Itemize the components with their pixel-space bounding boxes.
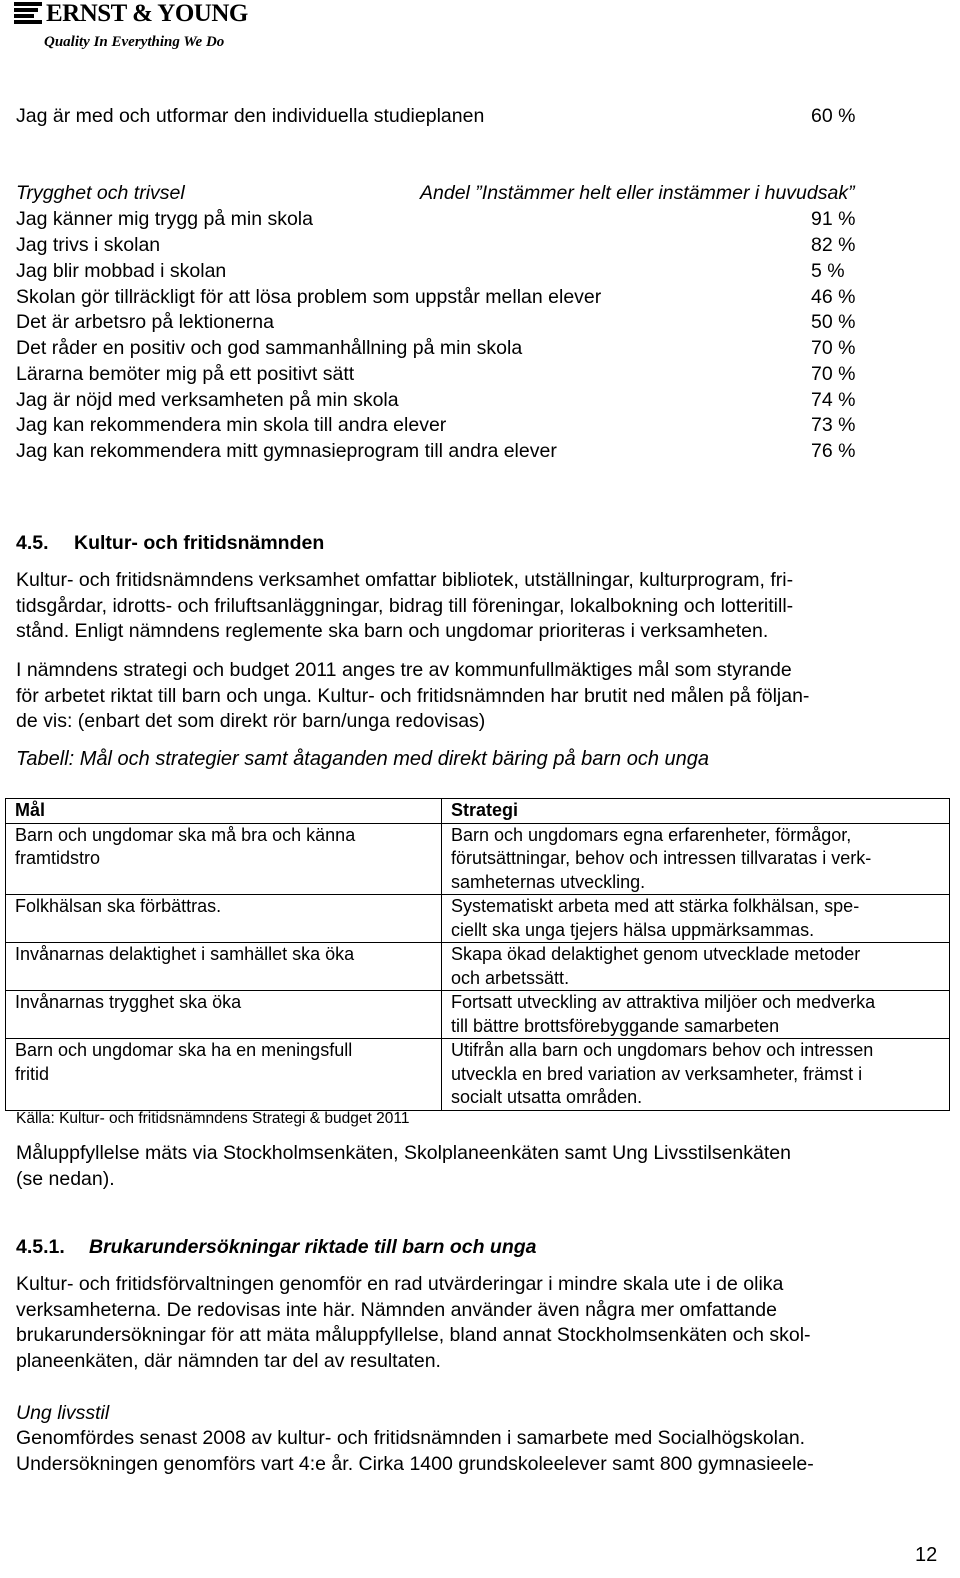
strategy-cell [442, 823, 950, 895]
stat-value: 82 % [811, 234, 856, 256]
table-header-row [6, 799, 950, 824]
goal-cell [6, 895, 442, 943]
stat-row [16, 387, 916, 413]
subsection-title: Brukarundersökningar riktade till barn och unga [89, 1236, 537, 1258]
cell-line: socialt utsatta områden. [451, 1087, 643, 1107]
cell-line: Utifrån alla barn och ungdomars behov och intressen [451, 1040, 874, 1060]
paragraph-line: stånd. Enligt nämndens reglemente ska barn och ungdomar prioriteras i verksamheten. [16, 620, 769, 643]
stat-row [16, 258, 916, 284]
table-row [6, 943, 950, 991]
stat-value: 60 % [811, 105, 856, 127]
paragraph [16, 1272, 811, 1375]
cell-line: Invånarnas trygghet ska öka [15, 992, 242, 1012]
strategy-cell [442, 895, 950, 943]
stat-label: Jag känner mig trygg på min skola [16, 208, 313, 230]
safety-title: Trygghet och trivsel [16, 182, 185, 204]
company-logo [14, 2, 259, 52]
stat-label: Jag kan rekommendera mitt gymnasieprogram till andra elever [16, 440, 557, 462]
paragraph-line: Undersökningen genomförs vart 4:e år. Cirka 1400 grundskoleelever samt 800 gymnasieele- [16, 1452, 814, 1475]
cell-line: Folkhälsan ska förbättras. [15, 896, 222, 916]
cell-line: Barn och ungdomars egna erfarenheter, förmågor, [451, 824, 852, 845]
goal-cell [6, 991, 442, 1039]
table-row [6, 895, 950, 943]
paragraph-line: Måluppfyllelse mäts via Stockholmsenkäten, Skolplaneenkäten samt Ung Livsstilsenkäten [16, 1142, 791, 1164]
cell-line: fritid [15, 1063, 50, 1084]
stat-label: Jag trivs i skolan [16, 234, 161, 256]
table-caption: Tabell: Mål och strategier samt åtaganden med direkt bäring på barn och unga [16, 748, 710, 770]
column-header: Mål [6, 799, 442, 824]
stat-value: 70 % [811, 363, 856, 385]
cell-line: förutsättningar, behov och intressen tillvaratas i verk- [451, 848, 872, 868]
cell-line: utveckla en bred variation av verksamheter, främst i [451, 1063, 863, 1084]
cell-line: och arbetssätt. [451, 967, 570, 988]
paragraph-line: (se nedan). [16, 1167, 115, 1190]
stat-row [16, 361, 916, 387]
cell-line: samheternas utveckling. [451, 871, 646, 892]
paragraph-line: planeenkäten, där nämnden tar del av resultaten. [16, 1350, 441, 1373]
table-source: Källa: Kultur- och fritidsnämndens Strategi & budget 2011 [16, 1110, 410, 1127]
paragraph [16, 1426, 814, 1477]
stat-label: Lärarna bemöter mig på ett positivt sätt [16, 363, 355, 385]
goal-cell [6, 1039, 442, 1111]
stat-label: Jag blir mobbad i skolan [16, 260, 227, 282]
stat-row [16, 309, 916, 335]
paragraph-line: I nämndens strategi och budget 2011 anges tre av kommunfullmäktiges mål som styrande [16, 659, 792, 681]
cell-line: Barn och ungdomar ska ha en meningsfull [15, 1040, 353, 1060]
goal-cell [6, 823, 442, 895]
stat-value: 91 % [811, 208, 856, 230]
column-header: Strategi [442, 799, 950, 824]
cell-line: ciellt ska unga tjejers hälsa uppmärksammas. [451, 919, 815, 940]
paragraph-line: brukarundersökningar för att mäta måluppfyllelse, bland annat Stockholmsenkäten och skol- [16, 1324, 811, 1347]
table-row [6, 991, 950, 1039]
subsection-number: 4.5.1. [16, 1236, 65, 1258]
safety-column-header: Andel ”Instämmer helt eller instämmer i huvudsak” [420, 182, 855, 204]
paragraph-line: Kultur- och fritidsnämndens verksamhet omfattar bibliotek, utställningar, kulturprogram, fri- [16, 569, 794, 591]
logo-tagline: Quality In Everything We Do [44, 34, 225, 50]
stat-label: Jag är med och utformar den individuella studieplanen [16, 105, 485, 127]
stat-value: 76 % [811, 440, 856, 462]
stat-label: Det är arbetsro på lektionerna [16, 311, 274, 333]
stat-label: Jag kan rekommendera min skola till andra elever [16, 414, 447, 436]
goals-table [5, 798, 950, 1111]
stat-value: 46 % [811, 286, 856, 308]
table-row [6, 1039, 950, 1111]
stat-row [16, 335, 916, 361]
stat-row [16, 103, 916, 129]
strategy-cell [442, 1039, 950, 1111]
paragraph-line: Genomfördes senast 2008 av kultur- och fritidsnämnden i samarbete med Socialhögskolan. [16, 1427, 806, 1449]
strategy-cell [442, 991, 950, 1039]
cell-line: Skapa ökad delaktighet genom utvecklade metoder [451, 944, 861, 964]
paragraph-line: för arbetet riktat till barn och unga. Kultur- och fritidsnämnden har brutit ned målen på följan- [16, 684, 810, 707]
paragraph-line: tidsgårdar, idrotts- och friluftsanläggningar, bidrag till föreningar, lokalbokning och lotteritill- [16, 594, 794, 617]
stat-row [16, 206, 916, 232]
section-number: 4.5. [16, 532, 49, 554]
stat-row [16, 232, 916, 258]
cell-line: framtidstro [15, 848, 101, 868]
stat-row [16, 438, 916, 464]
stat-value: 74 % [811, 389, 856, 411]
paragraph [16, 568, 793, 645]
table-row [6, 823, 950, 895]
cell-line: till bättre brottsförebyggande samarbeten [451, 1015, 780, 1036]
logo-mark-icon [14, 2, 42, 24]
cell-line: Invånarnas delaktighet i samhället ska öka [15, 944, 355, 964]
stat-label: Det råder en positiv och god sammanhållning på min skola [16, 337, 523, 359]
stat-label: Skolan gör tillräckligt för att lösa problem som uppstår mellan elever [16, 286, 602, 308]
stat-value: 73 % [811, 414, 856, 436]
paragraph [16, 658, 809, 735]
paragraph-line: verksamheterna. De redovisas inte här. Nämnden använder även några mer omfattande [16, 1298, 777, 1321]
cell-line: Systematiskt arbeta med att stärka folkhälsan, spe- [451, 896, 860, 916]
logo-company-name: ERNST & YOUNG [46, 0, 248, 27]
page-number: 12 [915, 1544, 938, 1566]
stat-value: 70 % [811, 337, 856, 359]
cell-line: Fortsatt utveckling av attraktiva miljöer och medverka [451, 992, 876, 1012]
stat-row [16, 412, 916, 438]
strategy-cell [442, 943, 950, 991]
paragraph-line: de vis: (enbart det som direkt rör barn/unga redovisas) [16, 710, 486, 733]
paragraph-line: Kultur- och fritidsförvaltningen genomför en rad utvärderingar i mindre skala ute i de olika [16, 1273, 784, 1295]
stat-row [16, 284, 916, 310]
stat-label: Jag är nöjd med verksamheten på min skola [16, 389, 399, 411]
section-title: Kultur- och fritidsnämnden [74, 532, 325, 554]
stat-value: 50 % [811, 311, 856, 333]
paragraph [16, 1141, 791, 1192]
goal-cell [6, 943, 442, 991]
ung-livsstil-title: Ung livsstil [16, 1402, 110, 1424]
cell-line: Barn och ungdomar ska må bra och känna [15, 824, 356, 845]
stat-value: 5 % [811, 260, 845, 282]
